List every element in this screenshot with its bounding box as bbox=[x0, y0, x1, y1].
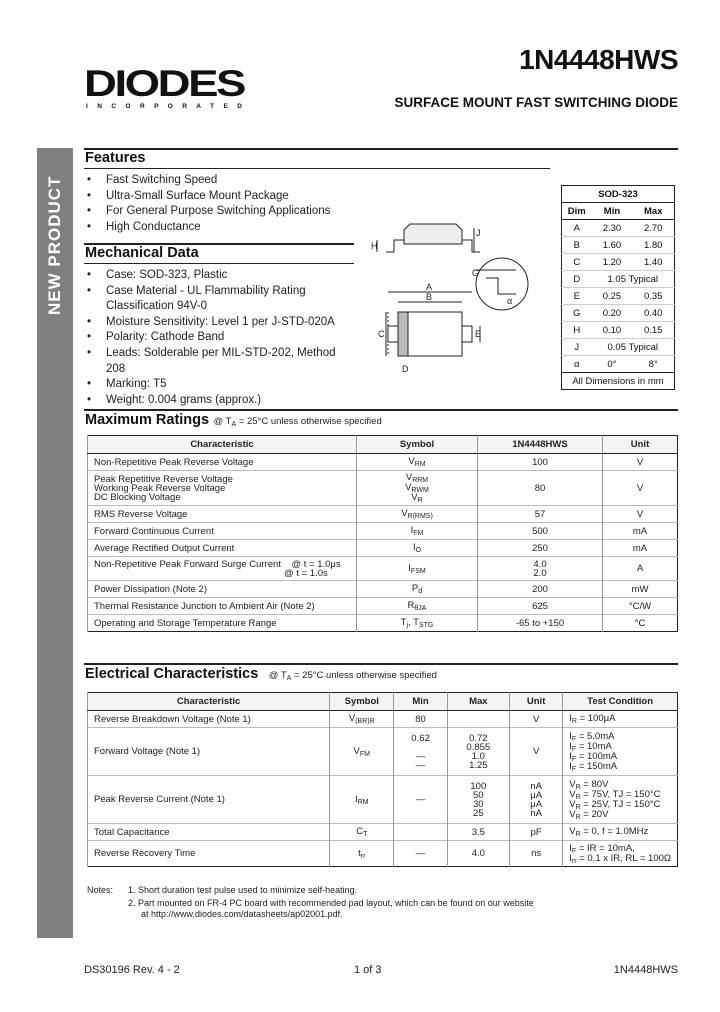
unit-cell: ns bbox=[510, 841, 563, 867]
package-body-side bbox=[404, 224, 462, 244]
unit-cell: V bbox=[603, 506, 678, 523]
value-cell: 625 bbox=[478, 598, 603, 615]
dim-cell: H bbox=[562, 322, 592, 339]
max-cell: 0.72 0.855 1.0 1.25 bbox=[447, 728, 509, 776]
mechanical-list bbox=[84, 268, 349, 408]
label-e: E bbox=[475, 329, 482, 339]
unit-cell: V bbox=[603, 471, 678, 506]
table-row bbox=[88, 540, 678, 557]
list-item: • Marking: T5 bbox=[84, 377, 349, 393]
dim-col-header: Dim bbox=[562, 203, 592, 220]
value-cell: 200 bbox=[478, 581, 603, 598]
footer-part-number: 1N4448HWS bbox=[613, 964, 678, 976]
dim-cell: 0.15 bbox=[632, 322, 674, 339]
cathode-band bbox=[398, 312, 408, 356]
dim-col-header: Max bbox=[632, 203, 674, 220]
dim-cell: B bbox=[562, 237, 592, 254]
list-item: • Leads: Solderable per MIL-STD-202, Method 208 bbox=[84, 346, 349, 377]
col-header: Min bbox=[394, 693, 447, 711]
unit-cell: °C bbox=[603, 615, 678, 632]
symbol-cell: $V_{RRM}$ $V_{RWM}$ $V_R$ bbox=[357, 471, 478, 506]
max-cell: 100 50 30 25 bbox=[447, 776, 509, 824]
symbol-cell: $V_{R(RMS)}$ bbox=[357, 506, 478, 523]
table-row bbox=[88, 581, 678, 598]
electrical-title: Electrical Characteristics bbox=[85, 666, 259, 682]
col-header: Symbol bbox=[357, 436, 478, 454]
table-row bbox=[88, 506, 678, 523]
electrical-condition: @ $T_A = 25^\circ C$ unless otherwise specified bbox=[268, 670, 437, 682]
rule bbox=[84, 168, 550, 169]
unit-cell: A bbox=[603, 557, 678, 581]
list-item: • For General Purpose Switching Applications bbox=[84, 204, 344, 220]
characteristic-cell: Thermal Resistance Junction to Ambient Air (Note 2) bbox=[88, 598, 357, 615]
symbol-cell: $P_d$ bbox=[357, 581, 478, 598]
symbol-cell: $R_{\theta JA}$ bbox=[357, 598, 478, 615]
dim-cell: C bbox=[562, 254, 592, 271]
characteristic-cell: Reverse Breakdown Voltage (Note 1) bbox=[88, 711, 330, 728]
table-row bbox=[88, 776, 678, 824]
list-item: • High Conductance bbox=[84, 220, 344, 236]
min-cell: 0.62 — — bbox=[394, 728, 447, 776]
test-condition-cell: $I_F = 5.0mA$ $I_F = 10mA$ $I_F = 100mA$ $I_F = 150mA$ bbox=[563, 728, 678, 776]
rule bbox=[84, 263, 354, 264]
table-row bbox=[88, 615, 678, 632]
list-item: • Weight: 0.004 grams (approx.) bbox=[84, 393, 349, 409]
characteristic-cell: Non-Repetitive Peak Reverse Voltage bbox=[88, 454, 357, 471]
table-row bbox=[88, 824, 678, 841]
dim-cell: E bbox=[562, 288, 592, 305]
label-h: H bbox=[371, 241, 378, 251]
col-header: Max bbox=[447, 693, 509, 711]
pad-left bbox=[388, 326, 398, 342]
characteristic-cell: RMS Reverse Voltage bbox=[88, 506, 357, 523]
characteristic-cell: Reverse Recovery Time bbox=[88, 841, 330, 867]
table-row bbox=[88, 471, 678, 506]
col-header: Symbol bbox=[330, 693, 394, 711]
dim-table-footer: All Dimensions in mm bbox=[562, 373, 675, 390]
doc-revision: DS30196 Rev. 4 - 2 bbox=[84, 964, 180, 976]
col-header: Characteristic bbox=[88, 693, 330, 711]
dim-cell: 0.35 bbox=[632, 288, 674, 305]
dim-cell: D bbox=[562, 271, 592, 288]
dim-cell: 1.05 Typical bbox=[592, 271, 675, 288]
label-a: A bbox=[426, 282, 433, 292]
dim-cell: 0.10 bbox=[592, 322, 633, 339]
list-item: • Case: SOD-323, Plastic bbox=[84, 268, 349, 284]
characteristic-cell: Peak Repetitive Reverse Voltage Working Peak Reverse Voltage DC Blocking Voltage bbox=[88, 471, 357, 506]
dim-cell: 0° bbox=[592, 356, 633, 373]
lead-right bbox=[462, 240, 480, 252]
unit-cell: V bbox=[603, 454, 678, 471]
new-product-sidebar bbox=[37, 148, 73, 938]
symbol-cell: $I_{FSM}$ bbox=[357, 557, 478, 581]
value-cell: 100 bbox=[478, 454, 603, 471]
label-alpha: α bbox=[507, 296, 513, 306]
features-title: Features bbox=[85, 150, 146, 166]
max-cell: 3.5 bbox=[447, 824, 509, 841]
dim-cell: G bbox=[562, 305, 592, 322]
label-j: J bbox=[476, 228, 481, 238]
min-cell: — bbox=[394, 841, 447, 867]
part-number: 1N4448HWS bbox=[519, 44, 678, 75]
unit-cell: mA bbox=[603, 523, 678, 540]
rule bbox=[84, 148, 678, 150]
dim-cell: 0.20 bbox=[592, 305, 633, 322]
test-condition-cell: $V_R = 80V$ $V_R = 75V$, TJ = 150°C $V_R = 25V$, TJ = 150°C $V_R = 20V$ bbox=[563, 776, 678, 824]
table-row bbox=[88, 557, 678, 581]
label-g: G bbox=[472, 268, 480, 278]
logo-subtext: I N C O R P O R A T E D bbox=[86, 103, 243, 110]
symbol-cell: $I_{RM}$ bbox=[330, 776, 394, 824]
notes-label: Notes: bbox=[87, 885, 114, 895]
dim-cell: 1.60 bbox=[592, 237, 633, 254]
lead-left bbox=[386, 240, 404, 252]
list-item: • Fast Switching Speed bbox=[84, 173, 344, 189]
table-row bbox=[88, 523, 678, 540]
value-cell: 4.0 2.0 bbox=[478, 557, 603, 581]
list-item: • Ultra-Small Surface Mount Package bbox=[84, 189, 344, 205]
value-cell: 57 bbox=[478, 506, 603, 523]
table-row bbox=[88, 711, 678, 728]
characteristic-cell: Average Rectified Output Current bbox=[88, 540, 357, 557]
min-cell bbox=[394, 824, 447, 841]
characteristic-cell: Forward Voltage (Note 1) bbox=[88, 728, 330, 776]
unit-cell: °C/W bbox=[603, 598, 678, 615]
electrical-table bbox=[87, 692, 678, 867]
unit-cell: pF bbox=[510, 824, 563, 841]
page-number: 1 of 3 bbox=[354, 964, 382, 976]
list-item: • Moisture Sensitivity: Level 1 per J-STD-020A bbox=[84, 315, 349, 331]
package-drawing bbox=[371, 212, 558, 390]
electrical-heading bbox=[85, 665, 437, 683]
characteristic-cell: Peak Reverse Current (Note 1) bbox=[88, 776, 330, 824]
symbol-cell: $V_{RM}$ bbox=[357, 454, 478, 471]
dim-cell: 0.25 bbox=[592, 288, 633, 305]
dim-cell: J bbox=[562, 339, 592, 356]
test-condition-cell: $V_R = 0$, f = 1.0MHz bbox=[563, 824, 678, 841]
max-cell bbox=[447, 711, 509, 728]
test-condition-cell: $I_F$ = IR = 10mA, $I_{rr} = 0.1$ x IR, RL = 100Ω bbox=[563, 841, 678, 867]
table-row bbox=[88, 598, 678, 615]
features-list bbox=[84, 173, 344, 235]
pad-right bbox=[462, 326, 472, 342]
value-cell: 250 bbox=[478, 540, 603, 557]
note-2: 2. Part mounted on FR-4 PC board with recommended pad layout, which can be found on our website bbox=[128, 898, 534, 908]
col-header: Test Condition bbox=[563, 693, 678, 711]
col-header: Unit bbox=[510, 693, 563, 711]
diodes-logo bbox=[84, 63, 249, 110]
dim-cell: 1.20 bbox=[592, 254, 633, 271]
dimension-table bbox=[561, 185, 675, 390]
label-b: B bbox=[426, 292, 433, 302]
max-ratings-condition: @ $T_A = 25^\circ C$ unless otherwise specified bbox=[213, 416, 382, 428]
min-cell: — bbox=[394, 776, 447, 824]
list-item: • Case Material - UL Flammability Rating Classification 94V-0 bbox=[84, 284, 349, 315]
col-header: Unit bbox=[603, 436, 678, 454]
label-c: C bbox=[378, 329, 385, 339]
value-cell: 80 bbox=[478, 471, 603, 506]
dim-table-title: SOD-323 bbox=[562, 186, 675, 203]
table-row bbox=[88, 454, 678, 471]
dim-cell: A bbox=[573, 222, 580, 234]
symbol-cell: $V_{FM}$ bbox=[330, 728, 394, 776]
value-cell: 500 bbox=[478, 523, 603, 540]
unit-cell: V bbox=[510, 711, 563, 728]
col-header: Characteristic bbox=[88, 436, 357, 454]
table-row bbox=[88, 841, 678, 867]
dim-cell: 0.05 Typical bbox=[592, 339, 675, 356]
characteristic-cell: Total Capacitance bbox=[88, 824, 330, 841]
unit-cell: V bbox=[510, 728, 563, 776]
label-d: D bbox=[402, 364, 409, 374]
test-condition-cell: $I_R = 100\mu A$ bbox=[563, 711, 678, 728]
characteristic-cell: Power Dissipation (Note 2) bbox=[88, 581, 357, 598]
note-2-url[interactable]: at http://www.diodes.com/datasheets/ap02001.pdf. bbox=[141, 909, 343, 919]
symbol-cell: $V_{(BR)R}$ bbox=[330, 711, 394, 728]
dim-cell: 2.30 bbox=[602, 222, 622, 234]
mechanical-title: Mechanical Data bbox=[85, 245, 199, 261]
characteristic-cell: Non-Repetitive Peak Forward Surge Current @ t = 1.0μs @ t = 1.0s bbox=[88, 557, 357, 581]
table-row bbox=[88, 728, 678, 776]
col-header: 1N4448HWS bbox=[478, 436, 603, 454]
symbol-cell: $t_{rr}$ bbox=[330, 841, 394, 867]
sidebar-label: NEW PRODUCT bbox=[45, 175, 64, 315]
characteristic-cell: Operating and Storage Temperature Range bbox=[88, 615, 357, 632]
max-cell: 4.0 bbox=[447, 841, 509, 867]
page-subtitle: SURFACE MOUNT FAST SWITCHING DIODE bbox=[394, 95, 678, 110]
max-ratings-heading bbox=[85, 411, 382, 429]
dim-cell: 8° bbox=[632, 356, 674, 373]
value-cell: -65 to +150 bbox=[478, 615, 603, 632]
symbol-cell: $I_O$ bbox=[357, 540, 478, 557]
max-ratings-table bbox=[87, 435, 678, 632]
detail-lead bbox=[486, 278, 516, 294]
dim-cell: 2.70 bbox=[643, 222, 663, 234]
logo-wordmark: DIODES bbox=[84, 63, 246, 104]
dim-cell: 1.40 bbox=[632, 254, 674, 271]
characteristic-cell: Forward Continuous Current bbox=[88, 523, 357, 540]
symbol-cell: $T_j$, $T_{STG}$ bbox=[357, 615, 478, 632]
unit-cell: mW bbox=[603, 581, 678, 598]
list-item: • Polarity: Cathode Band bbox=[84, 330, 349, 346]
dim-col-header: Min bbox=[592, 203, 633, 220]
max-ratings-title: Maximum Ratings bbox=[85, 412, 210, 428]
unit-cell: mA bbox=[603, 540, 678, 557]
dim-cell: α bbox=[562, 356, 592, 373]
symbol-cell: $I_{FM}$ bbox=[357, 523, 478, 540]
unit-cell: nA μA μA nA bbox=[510, 776, 563, 824]
min-cell: 80 bbox=[394, 711, 447, 728]
note-1: 1. Short duration test pulse used to minimize self-heating. bbox=[128, 885, 358, 895]
symbol-cell: $C_T$ bbox=[330, 824, 394, 841]
dim-cell: 1.80 bbox=[632, 237, 674, 254]
dim-cell: 0.40 bbox=[632, 305, 674, 322]
detail-circle bbox=[476, 258, 528, 310]
